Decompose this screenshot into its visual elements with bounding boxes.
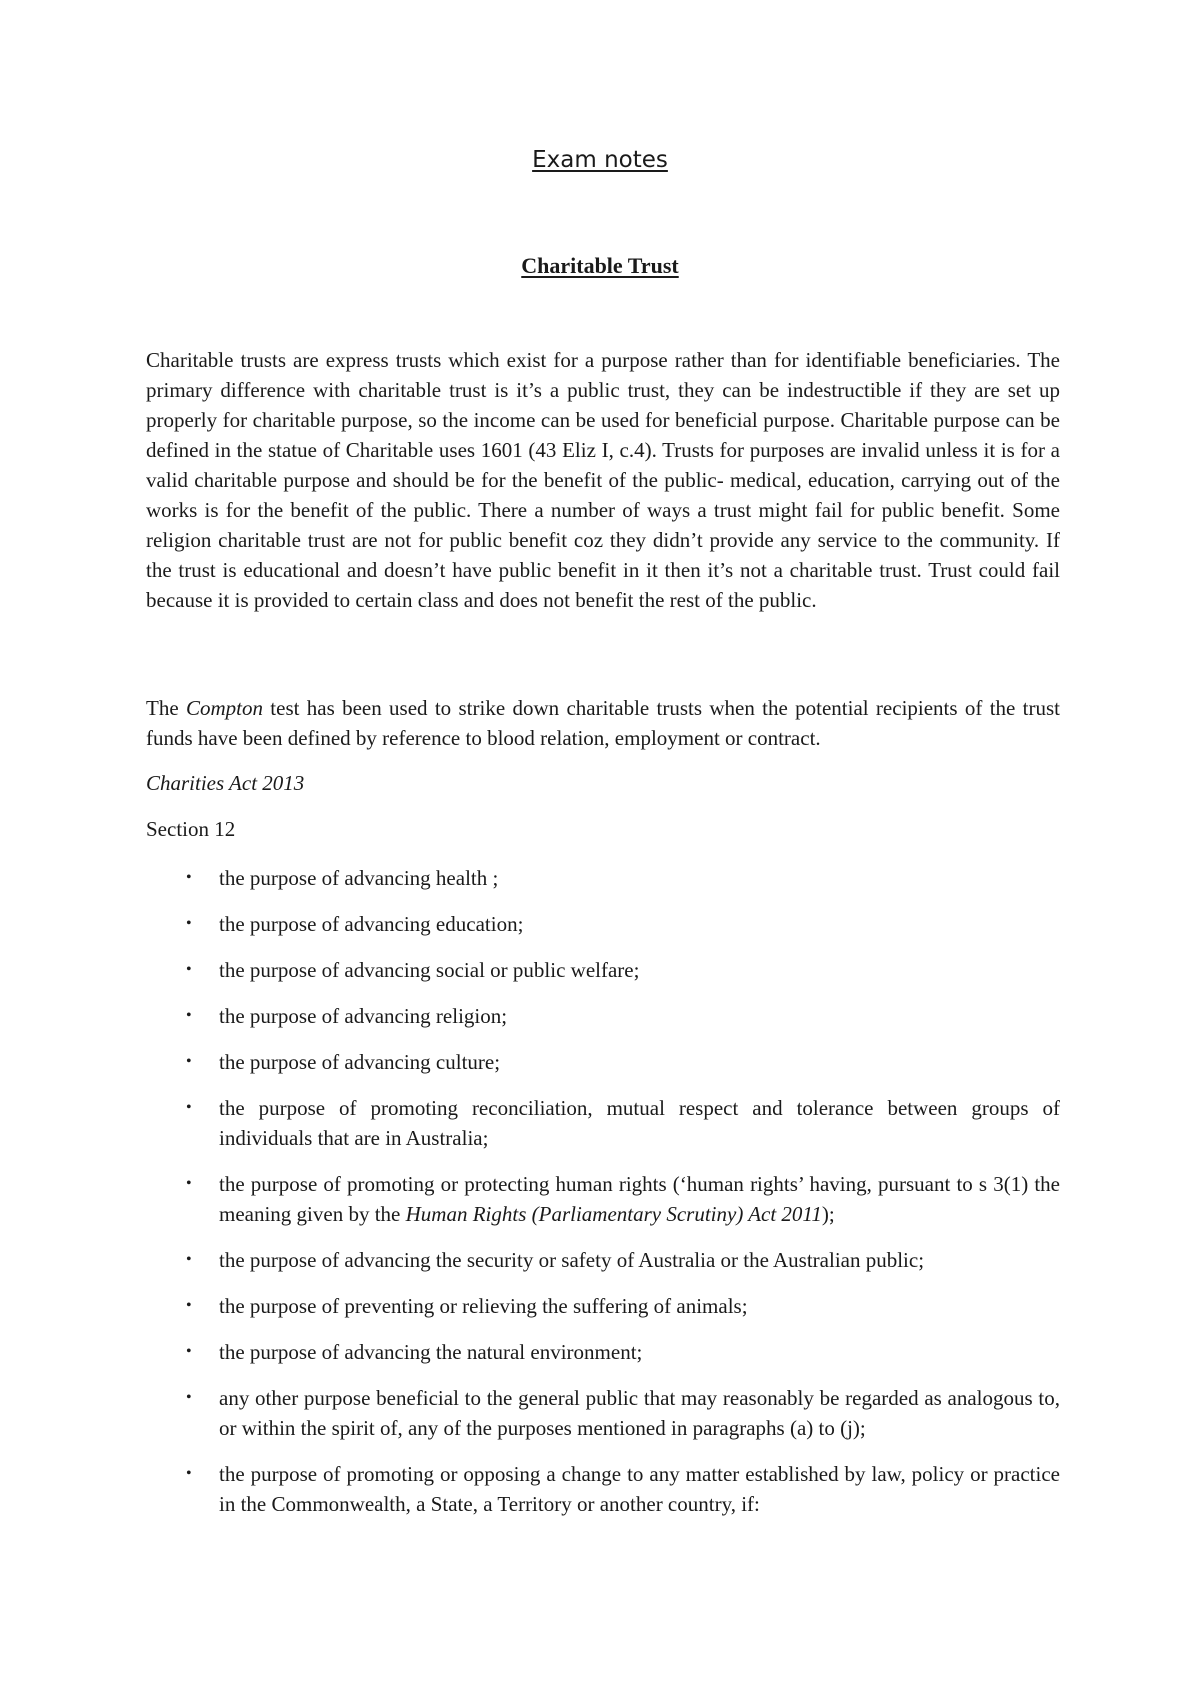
list-item-text: the purpose of advancing the natural environment; <box>219 1340 643 1364</box>
act-heading: Charities Act 2013 <box>146 771 305 795</box>
list-item <box>146 1047 1060 1077</box>
purposes-list <box>146 863 1060 1535</box>
list-item-text: the purpose of advancing health ; <box>219 866 499 890</box>
section-title: Charitable Trust <box>521 253 679 278</box>
bullet-icon: • <box>186 1099 192 1116</box>
section-label: Section 12 <box>146 817 236 841</box>
list-item <box>146 1337 1060 1367</box>
bullet-icon: • <box>186 1389 192 1406</box>
bullet-icon: • <box>186 1465 192 1482</box>
list-item <box>146 955 1060 985</box>
document-title: Exam notes <box>532 147 668 173</box>
list-item-text <box>219 1172 1060 1226</box>
compton-case-name: Compton <box>185 696 263 720</box>
bullet-icon: • <box>186 1297 192 1314</box>
bullet-icon: • <box>186 1175 192 1192</box>
bullet-icon: • <box>186 961 192 978</box>
human-rights-text-after: ); <box>821 1202 835 1226</box>
list-item <box>146 863 1060 893</box>
list-item <box>146 1001 1060 1031</box>
list-item-text: the purpose of promoting or opposing a change to any matter established by law, policy or practice in the Commonwealth, a State, a Territory or another country, if: <box>219 1462 1060 1516</box>
list-item-text: the purpose of promoting reconciliation, mutual respect and tolerance between groups of individuals that are in Australia; <box>219 1096 1060 1150</box>
intro-paragraph: Charitable trusts are express trusts which exist for a purpose rather than for identifiable beneficiaries. The primary difference with charitable trust is it’s a public trust, they can be indestructible if they are set up properly for charitable purpose, so the income can be used for beneficial purpose. Charitable purpose can be defined in the statue of Charitable uses 1601 (43 Eliz I, c.4). Trusts for purposes are invalid unless it is for a valid charitable purpose and should be for the benefit of the public- medical, education, carrying out of the works is for the benefit of the public. There a number of ways a trust might fail for public benefit. Some religion charitable trust are not for public benefit coz they didn’t provide any service to the community. If the trust is educational and doesn’t have public benefit in it then it’s not a charitable trust. Trust could fail because it is provided to certain class and does not benefit the rest of the public. <box>146 348 1060 612</box>
bullet-icon: • <box>186 1007 192 1024</box>
list-item <box>146 1383 1060 1443</box>
compton-text-after: test has been used to strike down charitable trusts when the potential recipients of the trust funds have been defined by reference to blood relation, employment or contract. <box>146 696 1060 750</box>
bullet-icon: • <box>186 1343 192 1360</box>
bullet-icon: • <box>186 915 192 932</box>
list-item-text: the purpose of advancing education; <box>219 912 524 936</box>
bullet-icon: • <box>186 1251 192 1268</box>
list-item-text: the purpose of preventing or relieving the suffering of animals; <box>219 1294 748 1318</box>
list-item-text: the purpose of advancing the security or safety of Australia or the Australian public; <box>219 1248 925 1272</box>
list-item <box>146 1245 1060 1275</box>
human-rights-text-before: the purpose of promoting or protecting human rights (‘human rights’ having, pursuant to s 3(1) the meaning given by the <box>219 1172 1060 1226</box>
list-item <box>146 1291 1060 1321</box>
compton-text-before: The <box>146 696 186 720</box>
bullet-icon: • <box>186 1053 192 1070</box>
compton-paragraph <box>146 693 1060 753</box>
list-item <box>146 1459 1060 1519</box>
bullet-icon: • <box>186 869 192 886</box>
list-item-text: the purpose of advancing culture; <box>219 1050 501 1074</box>
list-item <box>146 1169 1060 1229</box>
list-item-text: the purpose of advancing social or public welfare; <box>219 958 640 982</box>
list-item-text: any other purpose beneficial to the general public that may reasonably be regarded as analogous to, or within the spirit of, any of the purposes mentioned in paragraphs (a) to (j); <box>219 1386 1060 1440</box>
list-item <box>146 1093 1060 1153</box>
human-rights-act-name: Human Rights (Parliamentary Scrutiny) Act 2011 <box>405 1202 822 1226</box>
list-item <box>146 909 1060 939</box>
list-item-text: the purpose of advancing religion; <box>219 1004 508 1028</box>
